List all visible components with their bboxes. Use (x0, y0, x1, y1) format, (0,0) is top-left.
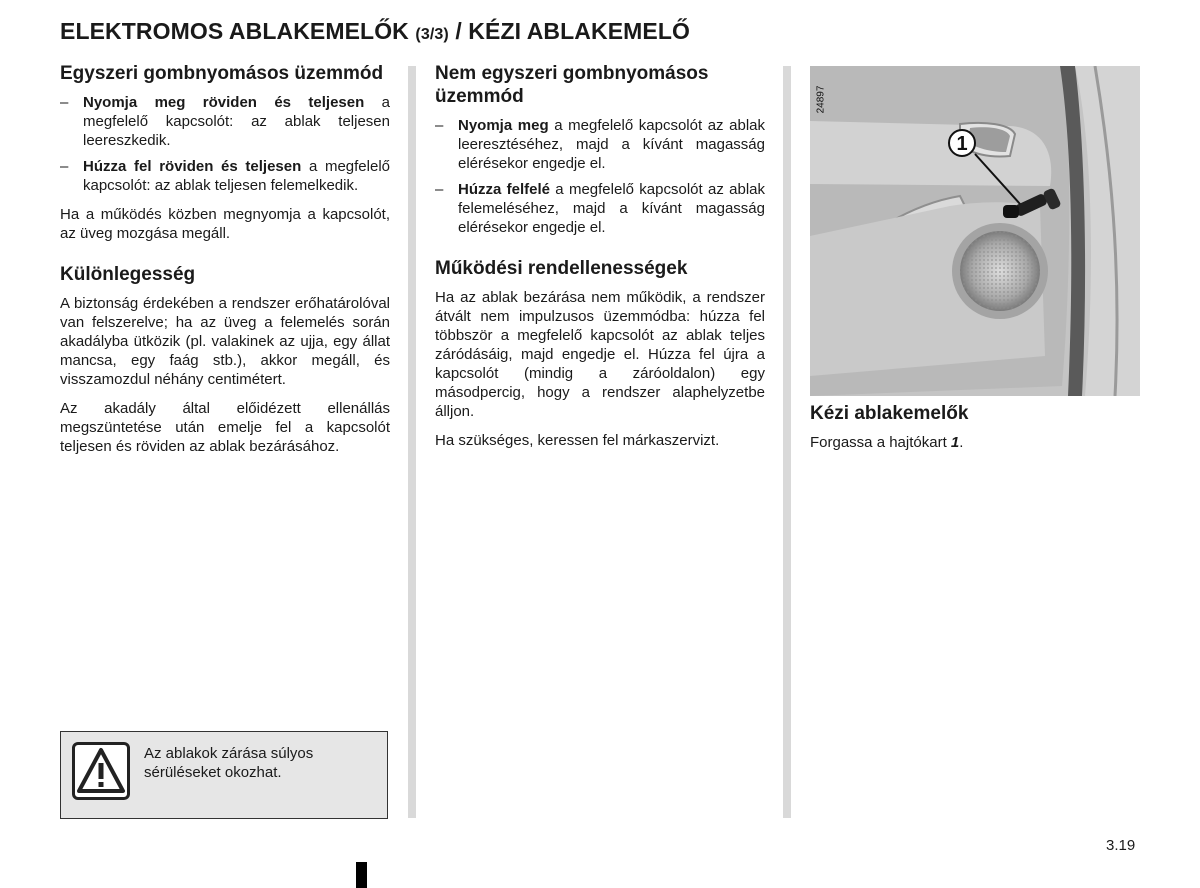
item-emphasis: Húzza fel röviden és teljesen (83, 158, 302, 175)
paragraph: Ha a működés közben megnyomja a kapcsolót, az üveg mozgása megáll. (60, 206, 390, 242)
left-column (60, 62, 390, 466)
middle-column (435, 62, 765, 460)
section-heading: Kézi ablakemelők (810, 403, 969, 424)
paragraph: Az akadály által előidézett ellenállás megszüntetése után emelje fel a kapcsolót teljesen és röviden az ablak bezárásához. (60, 400, 390, 455)
title-rest: / KÉZI ABLAKEMELŐ (455, 18, 690, 44)
dash-bullet: – (435, 181, 444, 198)
dash-bullet: – (435, 117, 444, 134)
title-main: ELEKTROMOS ABLAKEMELŐK (60, 18, 409, 44)
warning-box (60, 731, 388, 819)
paragraph: A biztonság érdekében a rendszer erőhatárolóval van felszerelve; ha az üveg a felemelés során akadályba ütközik (pl. valakinek az ujja, egy állat mancsa, egy faág stb.), akkor megáll, és visszamozdul néhány centimétert. (60, 295, 390, 388)
paragraph: Ha szükséges, keressen fel márkaszervizt. (435, 432, 720, 449)
right-column (810, 62, 1140, 462)
item-text: a megfelelő kapcsolót: az ablak teljesen leereszkedik. (83, 94, 391, 149)
item-emphasis: Nyomja meg (458, 117, 549, 134)
column-divider (408, 66, 416, 818)
item-text: a megfelelő kapcsolót az ablak felemeléséhez, majd a kívánt magasság elérésekor engedje el. (458, 181, 765, 236)
list-item (435, 116, 765, 173)
section-heading: Működési rendellenességek (435, 258, 688, 279)
list-item (435, 180, 765, 237)
item-text: a megfelelő kapcsolót az ablak leeresztéséhez, majd a kívánt magasság elérésekor engedje el. (458, 117, 765, 172)
text-part: . (959, 434, 964, 451)
item-text: a megfelelő kapcsolót: az ablak teljesen felemelkedik. (83, 158, 390, 194)
text-part: Forgassa a hajtókart (810, 434, 951, 451)
callout-reference: 1 (950, 434, 960, 451)
print-margin-mark (356, 862, 367, 888)
instruction-list (60, 93, 390, 195)
paragraph (810, 433, 1140, 452)
section-heading: Különlegesség (60, 264, 196, 285)
page-number: 3.19 (1106, 837, 1136, 854)
column-divider (783, 66, 791, 818)
section-heading: Egyszeri gombnyomásos üzemmód (60, 63, 384, 84)
title-part: (3/3) (415, 26, 449, 43)
list-item (60, 93, 390, 150)
callout-number: 1 (956, 133, 968, 155)
warning-triangle-icon (72, 742, 130, 800)
instruction-list (435, 116, 765, 237)
dash-bullet: – (60, 94, 69, 111)
warning-text: Az ablakok zárása súlyos sérüléseket okozhat. (144, 745, 314, 781)
dash-bullet: – (60, 158, 69, 175)
item-emphasis: Húzza felfelé (458, 181, 550, 198)
image-code-text: 24897 (815, 85, 827, 113)
list-item (60, 157, 390, 195)
item-emphasis: Nyomja meg röviden és teljesen (83, 94, 365, 111)
page-title (60, 18, 690, 45)
section-heading: Nem egyszeri gombnyomásos üzemmód (435, 63, 709, 107)
paragraph: Ha az ablak bezárása nem működik, a rendszer átvált nem impulzusos üzemmódba: húzza fel többször a megfelelő kapcsolót az ablak teljes záródásáig, majd engedje el. Húzza fel újra a kapcsolót (mindig a záróoldalon) egy másodpercig, hogy a rendszer alaphelyzetbe álljon. (435, 289, 765, 420)
